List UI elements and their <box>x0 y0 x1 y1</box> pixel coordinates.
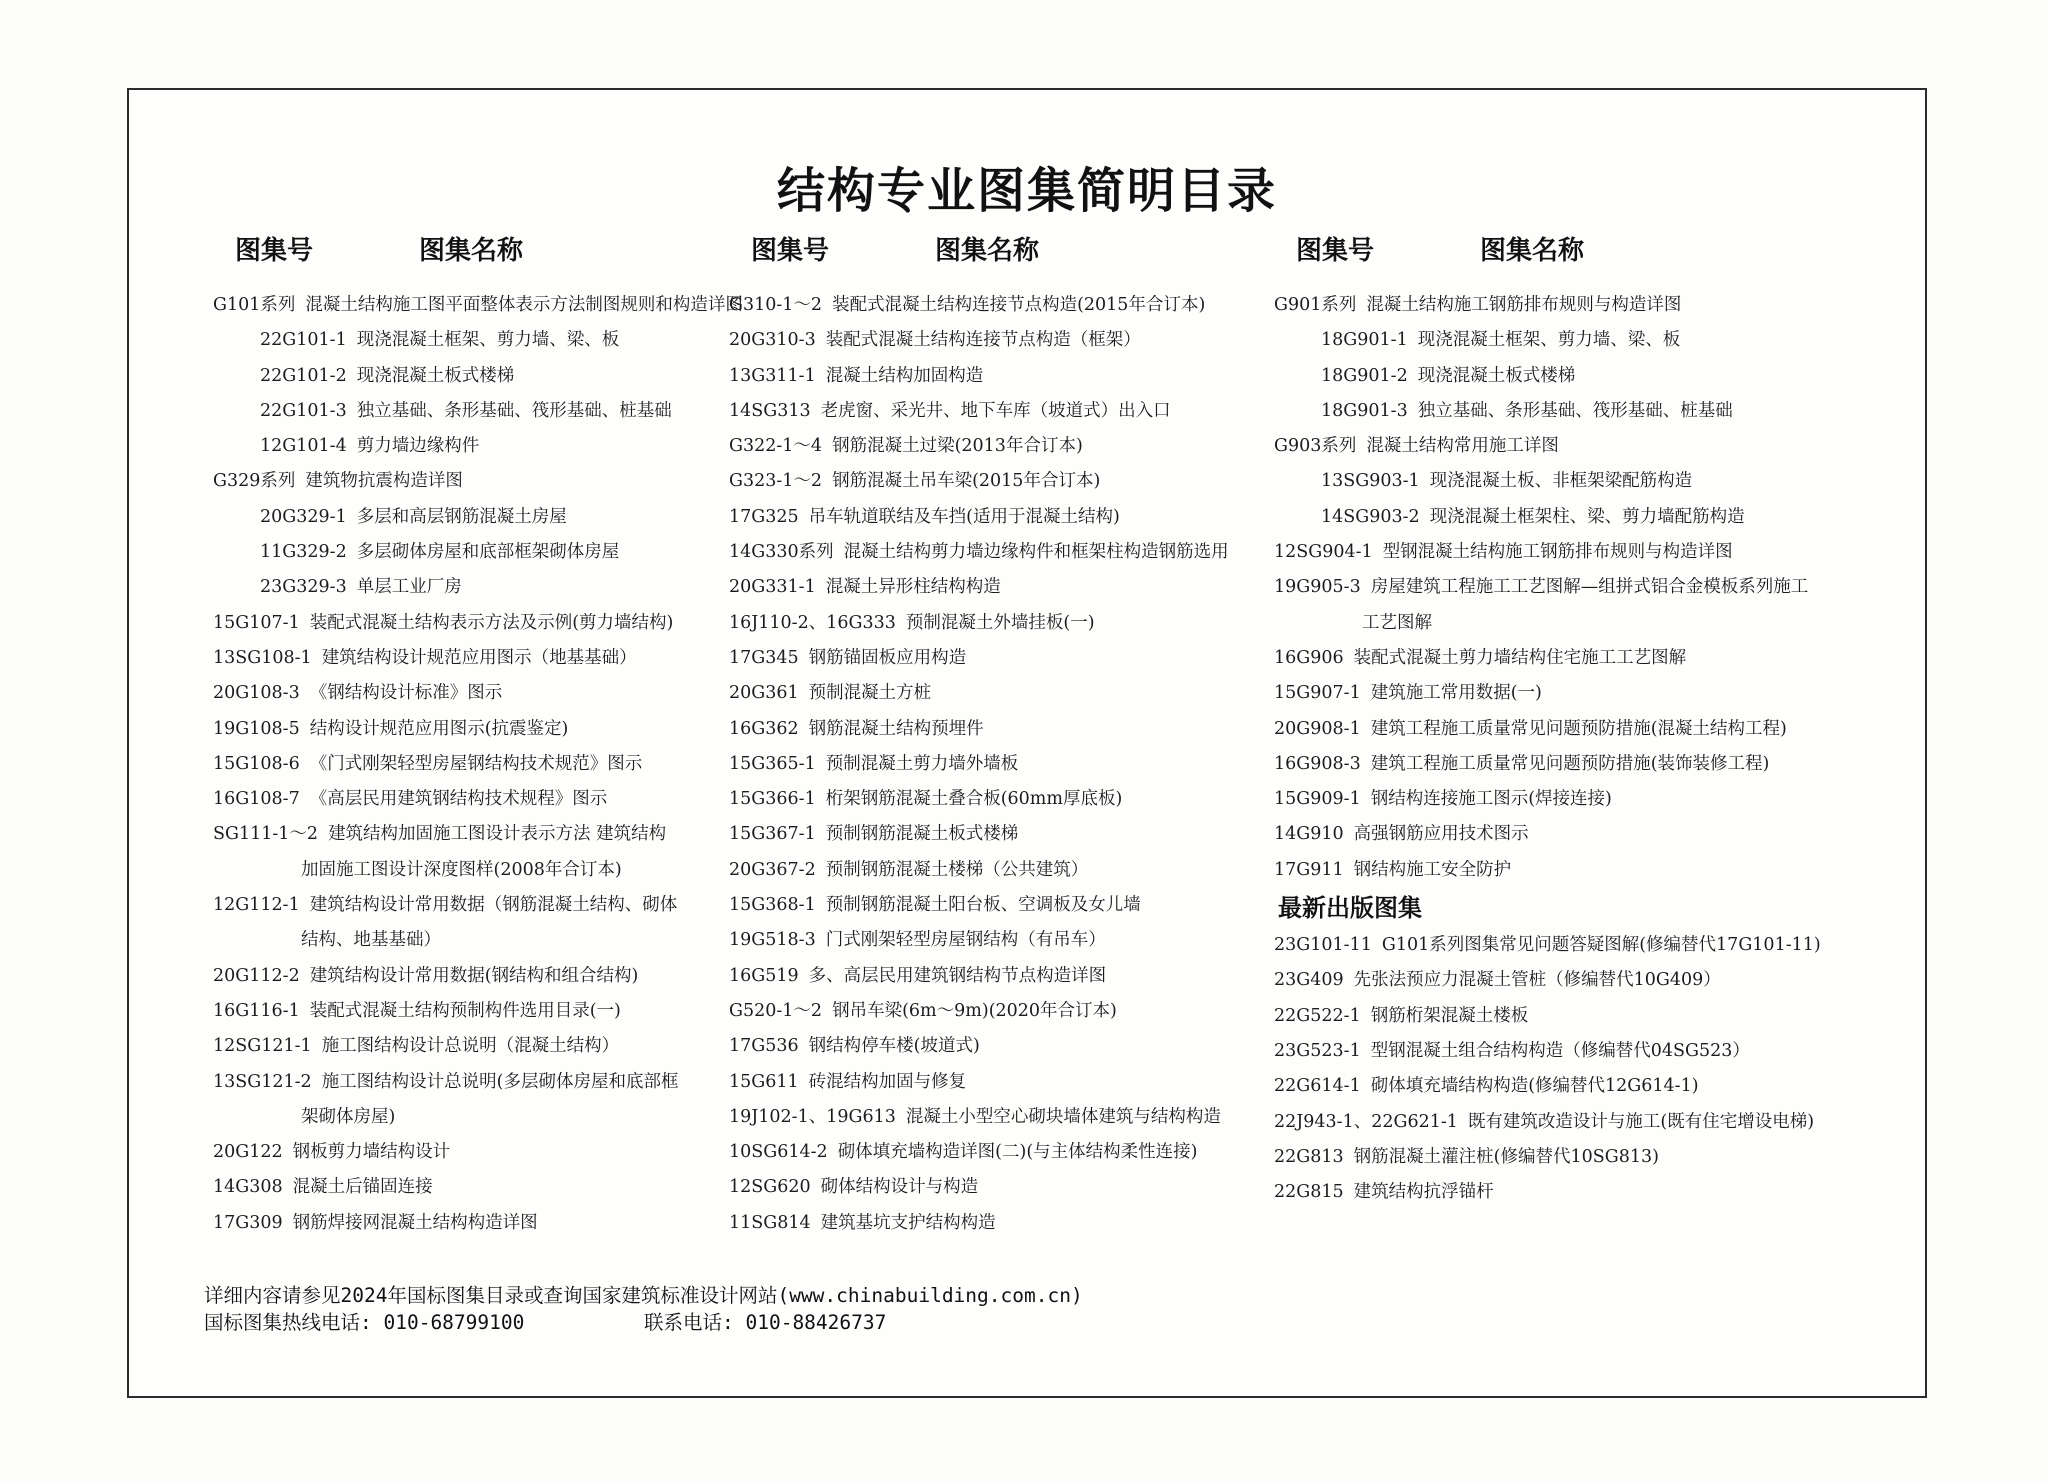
catalog-column-1 <box>213 230 743 1241</box>
atlas-code: 23G523-1 <box>1274 1040 1361 1061</box>
catalog-entry <box>213 888 743 959</box>
atlas-code: 20G122 <box>213 1142 283 1163</box>
catalog-entry <box>729 641 1229 676</box>
atlas-code: 20G310-3 <box>729 330 816 351</box>
catalog-entry <box>1274 288 1821 323</box>
atlas-name: 砌体结构设计与构造 <box>820 1177 979 1198</box>
atlas-name: 钢筋混凝土灌注桩(修编替代10SG813) <box>1353 1146 1659 1167</box>
atlas-name: 建筑基坑支护结构构造 <box>820 1212 996 1233</box>
catalog-entry <box>729 959 1229 994</box>
catalog-entry <box>213 606 743 641</box>
atlas-name: 建筑工程施工质量常见问题预防措施(装饰装修工程) <box>1370 753 1770 774</box>
atlas-code: 11G329-2 <box>260 542 347 563</box>
atlas-code: 16G362 <box>729 718 799 739</box>
catalog-entry <box>729 712 1229 747</box>
new-entry-list <box>1274 928 1821 1210</box>
atlas-code: 22G101-3 <box>260 400 347 421</box>
catalog-entry <box>729 1100 1229 1135</box>
atlas-code: 19G518-3 <box>729 930 816 951</box>
catalog-entry <box>1274 782 1821 817</box>
atlas-name: 施工图结构设计总说明（混凝土结构） <box>321 1036 620 1057</box>
catalog-column-3 <box>1274 230 1821 1210</box>
catalog-entry <box>729 570 1229 605</box>
catalog-entry <box>729 676 1229 711</box>
atlas-code: 14SG903-2 <box>1321 506 1420 527</box>
catalog-frame <box>127 88 1927 1398</box>
catalog-entry <box>1274 570 1821 641</box>
atlas-code: 22J943-1、22G621-1 <box>1274 1111 1458 1132</box>
catalog-entry <box>213 359 743 394</box>
atlas-code: 23G101-11 <box>1274 935 1372 956</box>
atlas-name: 建筑工程施工质量常见问题预防措施(混凝土结构工程) <box>1370 718 1787 739</box>
atlas-name-continued: 结构、地基基础） <box>301 930 441 951</box>
catalog-entry <box>729 747 1229 782</box>
atlas-name: G101系列图集常见问题答疑图解(修编替代17G101-11) <box>1381 935 1821 956</box>
atlas-code: 12G112-1 <box>213 895 300 916</box>
catalog-entry <box>729 500 1229 535</box>
atlas-name: 建筑物抗震构造详图 <box>305 471 463 492</box>
atlas-code: 15G367-1 <box>729 824 816 845</box>
atlas-code: 20G331-1 <box>729 577 816 598</box>
footer-hotline: 国标图集热线电话: 010-68799100 <box>204 1311 525 1334</box>
atlas-name: 吊车轨道联结及车挡(适用于混凝土结构) <box>808 506 1120 527</box>
atlas-name: 预制钢筋混凝土楼梯（公共建筑） <box>825 859 1089 880</box>
atlas-name: 型钢混凝土结构施工钢筋排布规则与构造详图 <box>1382 542 1733 563</box>
footer-contact: 联系电话: 010-88426737 <box>644 1311 887 1334</box>
catalog-entry <box>213 570 743 605</box>
atlas-code: 17G536 <box>729 1036 799 1057</box>
atlas-name: 混凝土结构施工图平面整体表示方法制图规则和构造详图 <box>305 295 743 315</box>
atlas-code: 17G325 <box>729 506 799 527</box>
entry-list <box>1274 288 1821 888</box>
atlas-name: 钢板剪力墙结构设计 <box>292 1142 451 1163</box>
atlas-code: 15G108-6 <box>213 753 300 774</box>
atlas-name: 现浇混凝土板、非框架梁配筋构造 <box>1429 471 1693 492</box>
atlas-code: G903系列 <box>1274 436 1357 457</box>
atlas-code: 19J102-1、19G613 <box>729 1106 896 1127</box>
catalog-entry <box>729 853 1229 888</box>
footer-website-note: 详细内容请参见2024年国标图集目录或查询国家建筑标准设计网站(www.chinabuilding.com.cn) <box>204 1284 1083 1307</box>
catalog-entry <box>1274 999 1821 1034</box>
atlas-name: 现浇混凝土板式楼梯 <box>1417 365 1576 386</box>
atlas-name: 装配式混凝土结构预制构件选用目录(一) <box>309 1000 621 1021</box>
atlas-code: 22G101-2 <box>260 365 347 386</box>
atlas-code: 23G409 <box>1274 970 1344 991</box>
catalog-entry <box>213 464 743 499</box>
catalog-entry <box>1274 853 1821 888</box>
atlas-name: 钢结构连接施工图示(焊接连接) <box>1370 789 1612 810</box>
catalog-entry <box>1274 500 1821 535</box>
catalog-entry <box>729 429 1229 464</box>
atlas-code: 17G345 <box>729 647 799 668</box>
catalog-entry <box>729 1029 1229 1064</box>
atlas-name: 独立基础、条形基础、筏形基础、桩基础 <box>356 400 672 421</box>
atlas-name: 建筑结构加固施工图设计表示方法 建筑结构 <box>328 824 667 845</box>
atlas-code: 15G366-1 <box>729 789 816 810</box>
catalog-entry <box>1274 676 1821 711</box>
catalog-entry <box>213 1065 743 1136</box>
catalog-entry <box>213 676 743 711</box>
catalog-entry <box>213 712 743 747</box>
header-code: 图集号 <box>751 236 830 266</box>
atlas-name: 混凝土异形柱结构构造 <box>825 577 1001 598</box>
atlas-name: 既有建筑改造设计与施工(既有住宅增设电梯) <box>1467 1111 1815 1132</box>
entry-list <box>213 288 743 1241</box>
atlas-code: 11SG814 <box>729 1212 811 1233</box>
atlas-name: 钢筋锚固板应用构造 <box>808 647 967 668</box>
atlas-code: 22G522-1 <box>1274 1005 1361 1026</box>
atlas-name-continued: 加固施工图设计深度图样(2008年合订本) <box>301 859 622 880</box>
atlas-name-continued: 架砌体房屋) <box>301 1106 396 1127</box>
atlas-code: 14G330系列 <box>729 542 834 563</box>
atlas-code: G329系列 <box>213 471 296 492</box>
atlas-name: 现浇混凝土框架、剪力墙、梁、板 <box>1417 330 1681 351</box>
catalog-entry <box>729 288 1229 323</box>
atlas-code: 19G905-3 <box>1274 577 1361 598</box>
atlas-name: 预制钢筋混凝土板式楼梯 <box>825 824 1019 845</box>
atlas-name: 单层工业厂房 <box>356 577 462 598</box>
atlas-name: 建筑施工常用数据(一) <box>1370 683 1542 704</box>
atlas-code: 16G116-1 <box>213 1000 300 1021</box>
atlas-name-continued: 工艺图解 <box>1362 612 1432 633</box>
catalog-entry <box>1274 394 1821 429</box>
catalog-entry <box>729 1135 1229 1170</box>
atlas-code: 18G901-2 <box>1321 365 1408 386</box>
atlas-code: 20G367-2 <box>729 859 816 880</box>
catalog-entry <box>1274 323 1821 358</box>
atlas-code: G323-1～2 <box>729 471 823 492</box>
atlas-code: 13SG121-2 <box>213 1071 312 1092</box>
catalog-entry <box>1274 429 1821 464</box>
catalog-entry <box>729 888 1229 923</box>
atlas-name: 现浇混凝土框架柱、梁、剪力墙配筋构造 <box>1429 506 1745 527</box>
atlas-name: 房屋建筑工程施工工艺图解—组拼式铝合金模板系列施工 <box>1370 577 1809 598</box>
atlas-name: 混凝土结构常用施工详图 <box>1366 436 1559 457</box>
atlas-code: 12SG121-1 <box>213 1036 312 1057</box>
atlas-name: 老虎窗、采光井、地下车库（坡道式）出入口 <box>820 400 1171 421</box>
catalog-entry <box>729 994 1229 1029</box>
atlas-code: 18G901-1 <box>1321 330 1408 351</box>
atlas-code: SG111-1～2 <box>213 824 319 845</box>
new-publications-heading: 最新出版图集 <box>1278 894 1422 923</box>
atlas-name: 钢筋桁架混凝土楼板 <box>1370 1005 1529 1026</box>
catalog-entry <box>1274 712 1821 747</box>
atlas-name: 混凝土结构施工钢筋排布规则与构造详图 <box>1366 295 1682 315</box>
catalog-entry <box>1274 535 1821 570</box>
atlas-code: 12SG620 <box>729 1177 811 1198</box>
atlas-code: 22G813 <box>1274 1146 1344 1167</box>
catalog-entry <box>1274 359 1821 394</box>
atlas-code: 12SG904-1 <box>1274 542 1373 563</box>
catalog-entry <box>1274 963 1821 998</box>
column-header <box>729 230 1229 270</box>
header-code: 图集号 <box>1296 236 1375 266</box>
catalog-entry <box>1274 464 1821 499</box>
catalog-entry <box>729 464 1229 499</box>
atlas-name: 现浇混凝土板式楼梯 <box>356 365 515 386</box>
atlas-code: 18G901-3 <box>1321 400 1408 421</box>
atlas-code: 19G108-5 <box>213 718 300 739</box>
catalog-entry <box>729 923 1229 958</box>
atlas-code: 20G112-2 <box>213 965 300 986</box>
atlas-code: 16G519 <box>729 965 799 986</box>
atlas-code: 23G329-3 <box>260 577 347 598</box>
atlas-code: 13SG108-1 <box>213 647 312 668</box>
catalog-entry <box>213 535 743 570</box>
atlas-code: 15G365-1 <box>729 753 816 774</box>
atlas-code: 13G311-1 <box>729 365 816 386</box>
column-header <box>1274 230 1821 270</box>
catalog-entry <box>1274 1140 1821 1175</box>
catalog-entry <box>729 1170 1229 1205</box>
atlas-name: 型钢混凝土组合结构构造（修编替代04SG523） <box>1370 1040 1750 1061</box>
catalog-entry <box>729 323 1229 358</box>
header-name: 图集名称 <box>419 236 524 266</box>
atlas-code: G322-1～4 <box>729 436 823 457</box>
entry-list <box>729 288 1229 1241</box>
atlas-code: 15G107-1 <box>213 612 300 633</box>
atlas-name: 独立基础、条形基础、筏形基础、桩基础 <box>1417 400 1733 421</box>
atlas-name: 钢结构停车楼(坡道式) <box>808 1036 980 1057</box>
catalog-entry <box>213 1135 743 1170</box>
atlas-name: 现浇混凝土框架、剪力墙、梁、板 <box>356 330 620 351</box>
atlas-code: 13SG903-1 <box>1321 471 1420 492</box>
atlas-name: 钢结构施工安全防护 <box>1353 859 1512 880</box>
catalog-entry <box>213 394 743 429</box>
catalog-entry <box>729 359 1229 394</box>
atlas-code: 17G309 <box>213 1212 283 1233</box>
atlas-name: 多层和高层钢筋混凝土房屋 <box>356 506 567 527</box>
catalog-entry <box>213 323 743 358</box>
atlas-name: 《门式刚架轻型房屋钢结构技术规范》图示 <box>309 753 643 774</box>
atlas-code: 20G108-3 <box>213 683 300 704</box>
catalog-entry <box>729 535 1229 570</box>
header-name: 图集名称 <box>935 236 1040 266</box>
atlas-name: 钢筋焊接网混凝土结构构造详图 <box>292 1212 538 1233</box>
catalog-entry <box>213 1206 743 1241</box>
atlas-name: 钢吊车梁(6m～9m)(2020年合订本) <box>832 1000 1117 1021</box>
header-name: 图集名称 <box>1480 236 1585 266</box>
catalog-entry <box>213 994 743 1029</box>
atlas-code: 14G910 <box>1274 824 1344 845</box>
catalog-entry <box>213 817 743 888</box>
atlas-code: 15G368-1 <box>729 895 816 916</box>
atlas-code: 16G906 <box>1274 647 1344 668</box>
atlas-code: 10SG614-2 <box>729 1142 828 1163</box>
atlas-code: 22G614-1 <box>1274 1076 1361 1097</box>
atlas-name: 装配式混凝土剪力墙结构住宅施工工艺图解 <box>1353 647 1687 668</box>
atlas-name: 建筑结构抗浮锚杆 <box>1353 1182 1494 1203</box>
catalog-entry <box>213 288 743 323</box>
catalog-entry <box>213 1029 743 1064</box>
catalog-entry <box>729 817 1229 852</box>
atlas-code: G101系列 <box>213 295 296 315</box>
atlas-code: 15G611 <box>729 1071 799 1092</box>
catalog-entry <box>1274 641 1821 676</box>
catalog-entry <box>1274 1034 1821 1069</box>
catalog-entry <box>1274 928 1821 963</box>
atlas-name: 钢筋混凝土吊车梁(2015年合订本) <box>832 471 1101 492</box>
atlas-name: 混凝土结构加固构造 <box>825 365 984 386</box>
atlas-name: 装配式混凝土结构连接节点构造(2015年合订本) <box>832 295 1206 315</box>
atlas-code: 20G329-1 <box>260 506 347 527</box>
footer <box>204 1282 1083 1336</box>
atlas-name: 钢筋混凝土结构预埋件 <box>808 718 984 739</box>
header-code: 图集号 <box>235 236 314 266</box>
catalog-entry <box>1274 1105 1821 1140</box>
catalog-entry <box>213 747 743 782</box>
atlas-name: 建筑结构设计常用数据（钢筋混凝土结构、砌体 <box>309 895 678 916</box>
catalog-entry <box>213 1170 743 1205</box>
atlas-name: 《钢结构设计标准》图示 <box>309 683 503 704</box>
catalog-entry <box>729 606 1229 641</box>
atlas-name: 砌体填充墙构造详图(二)(与主体结构柔性连接) <box>837 1142 1198 1163</box>
atlas-code: 14SG313 <box>729 400 811 421</box>
atlas-code: G520-1～2 <box>729 1000 823 1021</box>
atlas-name: 装配式混凝土结构表示方法及示例(剪力墙结构) <box>309 612 674 633</box>
atlas-code: G901系列 <box>1274 295 1357 315</box>
atlas-name: 钢筋混凝土过梁(2013年合订本) <box>832 436 1083 457</box>
atlas-code: 20G361 <box>729 683 799 704</box>
atlas-code: 16J110-2、16G333 <box>729 612 896 633</box>
catalog-column-2 <box>729 230 1229 1241</box>
atlas-name: 高强钢筋应用技术图示 <box>1353 824 1529 845</box>
atlas-code: 20G908-1 <box>1274 718 1361 739</box>
catalog-entry <box>1274 817 1821 852</box>
page-title: 结构专业图集简明目录 <box>776 163 1277 219</box>
atlas-name: 砖混结构加固与修复 <box>808 1071 967 1092</box>
atlas-name: 建筑结构设计常用数据(钢结构和组合结构) <box>309 965 639 986</box>
catalog-entry <box>213 500 743 535</box>
atlas-code: 12G101-4 <box>260 436 347 457</box>
atlas-code: 16G908-3 <box>1274 753 1361 774</box>
catalog-entry <box>729 1065 1229 1100</box>
atlas-code: 14G308 <box>213 1177 283 1198</box>
catalog-entry <box>729 394 1229 429</box>
column-header <box>213 230 743 270</box>
atlas-name: 桁架钢筋混凝土叠合板(60mm厚底板) <box>825 789 1123 810</box>
atlas-name: 混凝土结构剪力墙边缘构件和框架柱构造钢筋选用 <box>843 542 1229 563</box>
atlas-name: 门式刚架轻型房屋钢结构（有吊车） <box>825 930 1106 951</box>
catalog-entry <box>1274 1175 1821 1210</box>
catalog-entry <box>729 782 1229 817</box>
atlas-name: 预制钢筋混凝土阳台板、空调板及女儿墙 <box>825 895 1141 916</box>
atlas-name: 预制混凝土外墙挂板(一) <box>905 612 1095 633</box>
atlas-name: 预制混凝土剪力墙外墙板 <box>825 753 1019 774</box>
atlas-code: 15G907-1 <box>1274 683 1361 704</box>
atlas-name: 预制混凝土方桩 <box>808 683 932 704</box>
atlas-name: 装配式混凝土结构连接节点构造（框架） <box>825 330 1141 351</box>
atlas-name: 多、高层民用建筑钢结构节点构造详图 <box>808 965 1107 986</box>
atlas-code: 22G815 <box>1274 1182 1344 1203</box>
catalog-entry <box>213 959 743 994</box>
atlas-name: 施工图结构设计总说明(多层砌体房屋和底部框 <box>321 1071 679 1092</box>
atlas-code: G310-1～2 <box>729 295 823 315</box>
atlas-name: 先张法预应力混凝土管桩（修编替代10G409） <box>1353 970 1721 991</box>
atlas-name: 混凝土小型空心砌块墙体建筑与结构构造 <box>905 1106 1221 1127</box>
atlas-code: 22G101-1 <box>260 330 347 351</box>
atlas-code: 15G909-1 <box>1274 789 1361 810</box>
atlas-name: 建筑结构设计规范应用图示（地基基础） <box>321 647 637 668</box>
atlas-name: 剪力墙边缘构件 <box>356 436 480 457</box>
atlas-name: 混凝土后锚固连接 <box>292 1177 433 1198</box>
catalog-entry <box>213 782 743 817</box>
atlas-name: 结构设计规范应用图示(抗震鉴定) <box>309 718 569 739</box>
atlas-code: 17G911 <box>1274 859 1344 880</box>
catalog-entry <box>213 429 743 464</box>
atlas-code: 16G108-7 <box>213 789 300 810</box>
catalog-entry <box>1274 747 1821 782</box>
catalog-entry <box>213 641 743 676</box>
atlas-name: 砌体填充墙结构构造(修编替代12G614-1) <box>1370 1076 1699 1097</box>
catalog-entry <box>1274 1069 1821 1104</box>
atlas-name: 《高层民用建筑钢结构技术规程》图示 <box>309 789 608 810</box>
atlas-name: 多层砌体房屋和底部框架砌体房屋 <box>356 542 620 563</box>
catalog-entry <box>729 1206 1229 1241</box>
